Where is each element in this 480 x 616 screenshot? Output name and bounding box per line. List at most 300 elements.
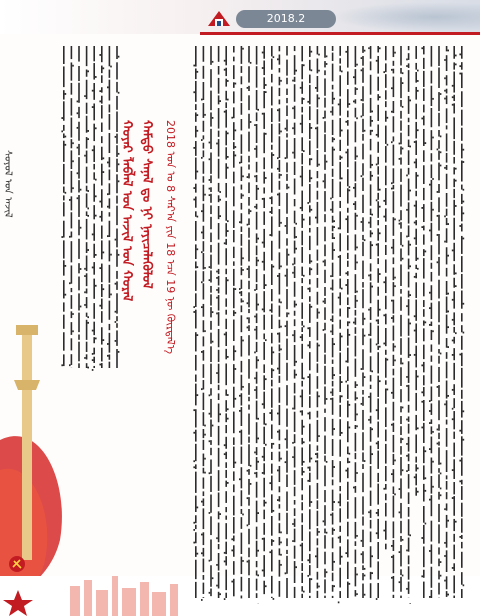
- script-stroke: [393, 315, 395, 322]
- script-tick: [303, 461, 305, 463]
- script-stroke: [93, 262, 95, 275]
- script-stroke: [461, 206, 463, 221]
- script-stroke: [195, 221, 197, 241]
- script-stroke: [438, 234, 440, 254]
- script-tick: [315, 460, 317, 462]
- script-tick: [250, 465, 252, 467]
- script-stroke: [218, 470, 220, 491]
- script-stroke: [286, 491, 288, 510]
- script-tick: [440, 165, 442, 167]
- script-tick: [437, 215, 439, 217]
- script-stroke: [218, 448, 220, 467]
- script-stroke: [370, 385, 372, 389]
- script-stroke: [101, 147, 103, 160]
- script-stroke: [347, 522, 349, 537]
- script-stroke: [393, 355, 395, 366]
- script-stroke: [347, 366, 349, 381]
- script-stroke: [241, 248, 243, 266]
- script-stroke: [241, 76, 243, 84]
- script-tick: [209, 512, 211, 514]
- script-tick: [285, 128, 287, 130]
- script-stroke: [423, 345, 425, 359]
- script-tick: [371, 555, 373, 557]
- script-stroke: [93, 124, 95, 141]
- script-stroke: [461, 518, 463, 532]
- script-tick: [209, 592, 211, 594]
- script-stroke: [203, 103, 205, 118]
- script-tick: [452, 85, 454, 87]
- script-tick: [345, 152, 347, 154]
- script-stroke: [256, 124, 258, 143]
- script-stroke: [71, 232, 73, 238]
- script-tick: [353, 101, 355, 103]
- script-stroke: [116, 281, 118, 290]
- script-tick: [356, 117, 358, 119]
- script-stroke: [431, 330, 433, 340]
- script-tick: [429, 400, 431, 402]
- script-tick: [307, 202, 309, 204]
- script-stroke: [256, 422, 258, 443]
- script-tick: [277, 499, 279, 501]
- script-tick: [292, 456, 294, 458]
- script-stroke: [408, 118, 410, 123]
- script-stroke: [362, 134, 364, 141]
- script-stroke: [241, 577, 243, 592]
- script-stroke: [271, 264, 273, 285]
- script-stroke: [362, 328, 364, 345]
- script-stroke: [370, 416, 372, 424]
- script-stroke: [377, 451, 379, 469]
- script-stroke: [385, 188, 387, 205]
- script-tick: [356, 64, 358, 66]
- script-tick: [307, 575, 309, 577]
- script-stroke: [109, 333, 111, 353]
- script-stroke: [195, 112, 197, 121]
- script-tick: [193, 91, 195, 93]
- script-stroke: [248, 325, 250, 331]
- script-stroke: [279, 353, 281, 374]
- script-stroke: [86, 313, 88, 317]
- script-stroke: [279, 55, 281, 65]
- script-tick: [455, 55, 457, 57]
- script-tick: [311, 69, 313, 71]
- script-stroke: [233, 412, 235, 434]
- script-tick: [277, 168, 279, 170]
- script-tick: [421, 118, 423, 120]
- script-tick: [356, 155, 358, 157]
- script-tick: [295, 248, 297, 250]
- script-tick: [201, 232, 203, 234]
- script-stroke: [446, 420, 448, 425]
- script-stroke: [218, 78, 220, 94]
- script-stroke: [71, 196, 73, 210]
- script-tick: [204, 267, 206, 269]
- script-tick: [333, 237, 335, 239]
- script-stroke: [377, 473, 379, 482]
- script-tick: [315, 453, 317, 455]
- script-tick: [300, 176, 302, 178]
- script-tick: [361, 69, 363, 71]
- script-tick: [247, 524, 249, 526]
- script-stroke: [461, 401, 463, 418]
- script-stroke: [71, 265, 73, 283]
- script-tick: [417, 70, 419, 72]
- script-stroke: [309, 46, 311, 57]
- script-stroke: [347, 582, 349, 598]
- script-stroke: [78, 83, 80, 103]
- script-tick: [118, 163, 120, 165]
- script-stroke: [233, 346, 235, 361]
- script-stroke: [286, 217, 288, 234]
- party-emblem-icon: [8, 555, 26, 573]
- script-tick: [92, 233, 94, 235]
- script-stroke: [355, 234, 357, 250]
- script-stroke: [408, 259, 410, 270]
- script-tick: [353, 187, 355, 189]
- script-stroke: [362, 282, 364, 288]
- script-stroke: [332, 460, 334, 477]
- script-stroke: [286, 105, 288, 116]
- script-tick: [242, 560, 244, 562]
- script-tick: [227, 99, 229, 101]
- script-stroke: [309, 158, 311, 165]
- script-tick: [349, 103, 351, 105]
- script-stroke: [271, 289, 273, 301]
- script-tick: [257, 574, 259, 576]
- script-stroke: [233, 151, 235, 168]
- script-stroke: [339, 536, 341, 543]
- script-tick: [201, 210, 203, 212]
- script-stroke: [332, 242, 334, 259]
- script-stroke: [339, 405, 341, 417]
- script-tick: [307, 480, 309, 482]
- script-tick: [432, 178, 434, 180]
- script-stroke: [453, 545, 455, 560]
- script-tick: [227, 418, 229, 420]
- script-stroke: [393, 595, 395, 598]
- script-tick: [99, 54, 101, 56]
- script-stroke: [415, 434, 417, 453]
- script-stroke: [225, 437, 227, 449]
- script-tick: [425, 523, 427, 525]
- script-tick: [391, 424, 393, 426]
- script-tick: [452, 340, 454, 342]
- script-stroke: [370, 583, 372, 598]
- script-stroke: [377, 352, 379, 373]
- script-stroke: [86, 320, 88, 340]
- script-stroke: [195, 81, 197, 102]
- script-tick: [262, 456, 264, 458]
- script-tick: [323, 329, 325, 331]
- script-tick: [345, 361, 347, 363]
- script-stroke: [195, 384, 197, 406]
- script-stroke: [263, 478, 265, 498]
- script-stroke: [301, 447, 303, 465]
- script-stroke: [362, 573, 364, 580]
- script-stroke: [233, 545, 235, 556]
- script-tick: [92, 149, 94, 151]
- script-stroke: [248, 156, 250, 163]
- script-stroke: [400, 315, 402, 337]
- script-stroke: [438, 559, 440, 567]
- script-tick: [429, 550, 431, 552]
- script-stroke: [400, 157, 402, 164]
- script-tick: [368, 334, 370, 336]
- script-tick: [257, 359, 259, 361]
- script-tick: [391, 141, 393, 143]
- script-tick: [364, 335, 366, 337]
- script-stroke: [317, 420, 319, 442]
- script-stroke: [446, 475, 448, 479]
- script-stroke: [377, 157, 379, 165]
- script-tick: [379, 380, 381, 382]
- script-stroke: [210, 187, 212, 192]
- script-stroke: [109, 183, 111, 194]
- script-stroke: [317, 391, 319, 407]
- script-stroke: [248, 444, 250, 466]
- script-stroke: [78, 363, 80, 368]
- script-stroke: [400, 100, 402, 107]
- script-stroke: [415, 247, 417, 261]
- script-stroke: [324, 436, 326, 454]
- script-stroke: [385, 225, 387, 242]
- script-tick: [356, 472, 358, 474]
- script-stroke: [248, 578, 250, 598]
- script-tick: [371, 214, 373, 216]
- script-tick: [345, 552, 347, 554]
- script-stroke: [86, 46, 88, 66]
- script-stroke: [339, 58, 341, 63]
- script-stroke: [355, 486, 357, 493]
- script-tick: [72, 187, 74, 189]
- script-stroke: [423, 234, 425, 244]
- script-tick: [262, 472, 264, 474]
- script-tick: [394, 277, 396, 279]
- magazine-logo-icon: [206, 8, 232, 28]
- script-stroke: [256, 386, 258, 399]
- script-tick: [227, 132, 229, 134]
- script-tick: [425, 251, 427, 253]
- script-stroke: [225, 102, 227, 108]
- script-tick: [247, 268, 249, 270]
- script-stroke: [256, 212, 258, 230]
- script-tick: [356, 574, 358, 576]
- script-tick: [383, 216, 385, 218]
- script-stroke: [438, 571, 440, 580]
- script-tick: [315, 127, 317, 129]
- script-stroke: [116, 82, 118, 93]
- script-stroke: [263, 157, 265, 169]
- script-tick: [269, 309, 271, 311]
- script-tick: [425, 450, 427, 452]
- script-stroke: [101, 363, 103, 368]
- script-tick: [235, 312, 237, 314]
- script-tick: [459, 73, 461, 75]
- script-tick: [452, 250, 454, 252]
- script-stroke: [355, 462, 357, 482]
- script-tick: [95, 285, 97, 287]
- script-tick: [371, 232, 373, 234]
- script-tick: [387, 389, 389, 391]
- script-stroke: [339, 201, 341, 208]
- script-tick: [333, 428, 335, 430]
- script-stroke: [324, 245, 326, 257]
- script-stroke: [63, 187, 65, 193]
- script-tick: [437, 234, 439, 236]
- script-stroke: [109, 301, 111, 320]
- article-title-line-2: ᠬᠠᠮᠲᠤ ᠰᠠᠨᠠᠯ ᠳᠤ ᠨᠢ ᠨᠡᠶᠢᠴᠡᠯᠡᠭᠦᠯᠦᠯ: [139, 120, 154, 289]
- script-tick: [440, 353, 442, 355]
- script-stroke: [71, 98, 73, 115]
- script-stroke: [86, 256, 88, 272]
- script-stroke: [210, 294, 212, 305]
- script-stroke: [393, 61, 395, 66]
- script-stroke: [78, 263, 80, 273]
- script-tick: [315, 217, 317, 219]
- script-tick: [118, 351, 120, 353]
- script-stroke: [256, 112, 258, 121]
- script-stroke: [279, 252, 281, 269]
- script-stroke: [63, 90, 65, 99]
- script-stroke: [248, 383, 250, 395]
- script-tick: [364, 376, 366, 378]
- script-stroke: [370, 466, 372, 487]
- script-stroke: [225, 248, 227, 265]
- script-tick: [235, 155, 237, 157]
- script-stroke: [271, 476, 273, 491]
- script-stroke: [63, 141, 65, 162]
- script-stroke: [203, 412, 205, 426]
- script-stroke: [101, 226, 103, 239]
- script-tick: [311, 306, 313, 308]
- script-stroke: [78, 66, 80, 81]
- script-stroke: [362, 178, 364, 191]
- script-tick: [277, 333, 279, 335]
- script-stroke: [210, 346, 212, 362]
- article-body-text: [192, 44, 472, 604]
- script-tick: [311, 177, 313, 179]
- script-tick: [376, 320, 378, 322]
- script-stroke: [415, 201, 417, 218]
- script-tick: [212, 61, 214, 63]
- script-stroke: [400, 169, 402, 182]
- script-stroke: [109, 362, 111, 368]
- script-stroke: [279, 429, 281, 440]
- script-stroke: [286, 89, 288, 95]
- script-tick: [242, 257, 244, 259]
- script-stroke: [210, 270, 212, 282]
- script-stroke: [339, 140, 341, 151]
- script-tick: [459, 536, 461, 538]
- script-stroke: [248, 228, 250, 238]
- script-stroke: [195, 244, 197, 259]
- script-stroke: [309, 184, 311, 203]
- script-stroke: [294, 55, 296, 75]
- script-stroke: [438, 349, 440, 353]
- script-stroke: [431, 437, 433, 454]
- script-stroke: [423, 506, 425, 523]
- script-tick: [391, 473, 393, 475]
- script-stroke: [324, 227, 326, 242]
- script-tick: [394, 285, 396, 287]
- script-stroke: [408, 454, 410, 462]
- script-stroke: [263, 342, 265, 360]
- script-stroke: [324, 529, 326, 534]
- script-stroke: [461, 589, 463, 598]
- script-stroke: [446, 89, 448, 94]
- script-stroke: [400, 146, 402, 154]
- script-stroke: [339, 568, 341, 588]
- script-stroke: [461, 552, 463, 568]
- script-stroke: [225, 349, 227, 359]
- script-stroke: [332, 573, 334, 582]
- script-stroke: [63, 302, 65, 311]
- script-tick: [406, 175, 408, 177]
- script-stroke: [408, 555, 410, 564]
- script-stroke: [415, 370, 417, 390]
- script-stroke: [195, 444, 197, 461]
- script-tick: [277, 431, 279, 433]
- script-stroke: [309, 106, 311, 120]
- script-stroke: [377, 398, 379, 419]
- script-stroke: [355, 87, 357, 95]
- script-tick: [72, 142, 74, 144]
- script-stroke: [355, 274, 357, 293]
- script-stroke: [453, 534, 455, 542]
- script-tick: [432, 137, 434, 139]
- script-stroke: [294, 311, 296, 316]
- script-tick: [193, 466, 195, 468]
- script-stroke: [423, 362, 425, 372]
- script-stroke: [256, 162, 258, 173]
- script-stroke: [203, 380, 205, 389]
- script-stroke: [317, 583, 319, 589]
- script-stroke: [86, 219, 88, 240]
- script-stroke: [86, 297, 88, 308]
- script-stroke: [377, 56, 379, 74]
- script-tick: [349, 307, 351, 309]
- script-tick: [444, 167, 446, 169]
- script-tick: [277, 413, 279, 415]
- script-tick: [414, 222, 416, 224]
- script-stroke: [248, 469, 250, 475]
- script-stroke: [279, 344, 281, 351]
- script-tick: [376, 199, 378, 201]
- script-stroke: [370, 139, 372, 150]
- script-tick: [307, 101, 309, 103]
- script-stroke: [203, 575, 205, 580]
- script-stroke: [78, 195, 80, 217]
- script-stroke: [461, 46, 463, 59]
- script-stroke: [324, 366, 326, 384]
- script-stroke: [415, 122, 417, 139]
- script-stroke: [317, 171, 319, 178]
- script-tick: [265, 84, 267, 86]
- script-stroke: [408, 437, 410, 452]
- script-tick: [345, 121, 347, 123]
- script-stroke: [203, 143, 205, 149]
- script-tick: [292, 540, 294, 542]
- script-stroke: [423, 570, 425, 578]
- script-tick: [212, 117, 214, 119]
- script-stroke: [93, 145, 95, 162]
- script-tick: [95, 215, 97, 217]
- script-stroke: [431, 263, 433, 269]
- script-stroke: [446, 576, 448, 589]
- script-stroke: [324, 154, 326, 169]
- script-stroke: [109, 240, 111, 261]
- script-tick: [292, 408, 294, 410]
